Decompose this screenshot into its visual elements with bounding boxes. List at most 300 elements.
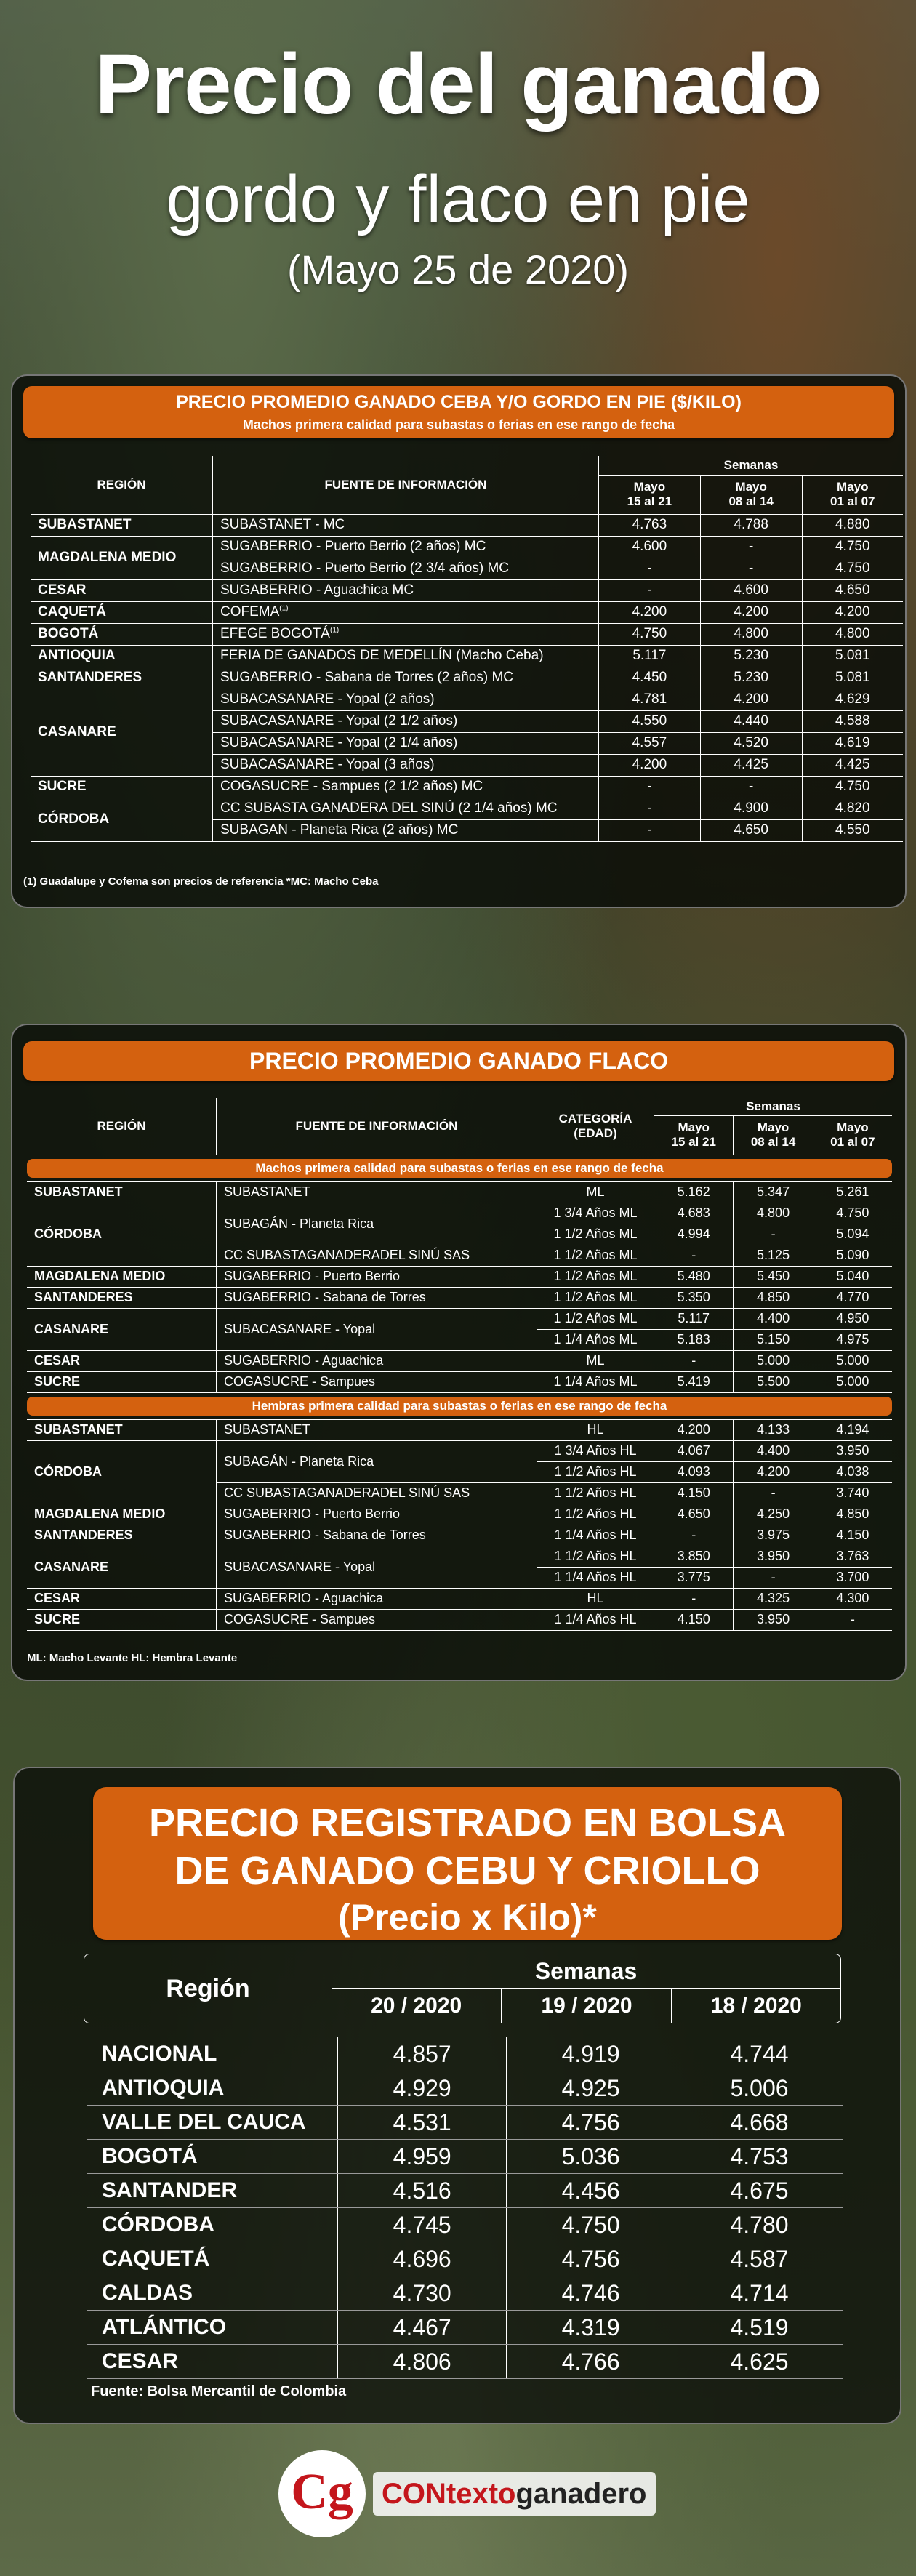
row-value: 4.200	[734, 1461, 813, 1482]
males-section-label-row	[27, 1155, 892, 1181]
row-value: 4.975	[813, 1329, 892, 1350]
row-value: 5.090	[813, 1245, 892, 1266]
source-text: SUBACASANARE - Yopal (2 1/4 años)	[220, 735, 458, 750]
row-value: 5.000	[734, 1350, 813, 1371]
ceba-title-bar	[23, 386, 894, 438]
row-value: -	[599, 776, 701, 798]
row-value: 4.675	[675, 2174, 843, 2208]
males-section-label: Machos primera calidad para subastas o ferias en ese rango de fecha	[27, 1159, 892, 1178]
row-source: COGASUCRE - Sampues	[217, 1609, 537, 1630]
week-header: 20 / 2020	[371, 1994, 462, 2018]
table-row	[31, 514, 903, 536]
row-source	[213, 689, 599, 710]
row-region: MAGDALENA MEDIO	[31, 536, 213, 579]
row-value: 3.740	[813, 1482, 892, 1504]
row-value: 4.194	[813, 1419, 892, 1440]
row-value: 5.230	[700, 645, 802, 667]
logo-mark: Cg	[278, 2450, 366, 2537]
row-value: 5.000	[813, 1350, 892, 1371]
row-source: SUGABERRIO - Puerto Berrio	[217, 1266, 537, 1287]
row-value: 4.150	[654, 1609, 734, 1630]
row-source: SUGABERRIO - Aguachica	[217, 1350, 537, 1371]
table-row	[87, 2071, 843, 2106]
table-row	[27, 1350, 892, 1371]
row-value: -	[599, 798, 701, 819]
row-category: 1 1/2 Años HL	[537, 1546, 654, 1567]
row-value: 4.900	[700, 798, 802, 819]
row-region: SUBASTANET	[27, 1419, 217, 1440]
row-region: SUCRE	[27, 1371, 217, 1392]
row-source: SUBACASANARE - Yopal	[217, 1308, 537, 1350]
row-category: ML	[537, 1350, 654, 1371]
row-value: 4.319	[507, 2311, 675, 2345]
brand-logo	[278, 2450, 656, 2537]
row-value: 4.800	[734, 1203, 813, 1224]
row-value: 3.950	[813, 1440, 892, 1461]
flaco-footnote: ML: Macho Levante HL: Hembra Levante	[27, 1652, 238, 1664]
row-region: CESAR	[31, 579, 213, 601]
row-value: 4.763	[599, 514, 701, 536]
source-text: SUBASTANET - MC	[220, 517, 345, 532]
row-category: 1 1/2 Años HL	[537, 1461, 654, 1482]
row-region: SUCRE	[27, 1609, 217, 1630]
table-row	[27, 1546, 892, 1567]
females-section-label-row	[27, 1392, 892, 1419]
source-text: COFEMA	[220, 604, 280, 619]
source-text: CC SUBASTA GANADERA DEL SINÚ (2 1/4 años) MC	[220, 801, 558, 816]
source-text: SUGABERRIO - Sabana de Torres (2 años) MC	[220, 670, 514, 685]
row-value: 4.756	[507, 2106, 675, 2140]
ceba-title: PRECIO PROMEDIO GANADO CEBA Y/O GORDO EN PIE ($/KILO)	[176, 392, 742, 412]
row-value: 3.850	[654, 1546, 734, 1567]
week-month: Mayo	[735, 480, 767, 494]
row-value: 5.183	[654, 1329, 734, 1350]
week-header	[654, 1115, 734, 1155]
row-source: SUBACASANARE - Yopal	[217, 1546, 537, 1588]
row-value: 4.850	[813, 1504, 892, 1525]
table-row	[27, 1371, 892, 1392]
row-region: MAGDALENA MEDIO	[27, 1266, 217, 1287]
row-value: 4.959	[338, 2140, 507, 2174]
col-source: FUENTE DE INFORMACIÓN	[217, 1098, 537, 1155]
row-value: 4.800	[802, 623, 903, 645]
row-value: 4.325	[734, 1588, 813, 1609]
row-region: SANTANDERES	[31, 667, 213, 689]
table-row	[31, 689, 903, 710]
row-value: 4.400	[734, 1440, 813, 1461]
row-value: 5.094	[813, 1224, 892, 1245]
row-region: BOGOTÁ	[87, 2140, 338, 2174]
row-value: 4.200	[599, 754, 701, 776]
row-value: 4.925	[507, 2071, 675, 2106]
row-value: 5.040	[813, 1266, 892, 1287]
col-region: REGIÓN	[31, 456, 213, 514]
row-region: VALLE DEL CAUCA	[87, 2106, 338, 2140]
row-value: -	[654, 1588, 734, 1609]
week-header	[599, 475, 701, 514]
row-value: 3.700	[813, 1567, 892, 1588]
brand-wordmark	[373, 2472, 656, 2516]
row-value: -	[599, 819, 701, 841]
row-category: 1 3/4 Años ML	[537, 1203, 654, 1224]
row-value: 4.750	[802, 536, 903, 558]
row-value: 4.857	[338, 2037, 507, 2071]
row-value: 4.425	[802, 754, 903, 776]
row-value: 4.093	[654, 1461, 734, 1482]
row-value: -	[700, 776, 802, 798]
row-value: 4.200	[802, 601, 903, 623]
row-value: 4.456	[507, 2174, 675, 2208]
row-value: 4.788	[700, 514, 802, 536]
bolsa-title-line2: DE GANADO CEBU Y CRIOLLO	[174, 1849, 760, 1893]
ceba-subtitle: Machos primera calidad para subastas o ferias en ese rango de fecha	[242, 417, 675, 432]
week-month: Mayo	[633, 480, 666, 494]
row-category: 1 1/2 Años ML	[537, 1266, 654, 1287]
row-region: CÓRDOBA	[27, 1203, 217, 1266]
row-source: SUGABERRIO - Sabana de Torres	[217, 1287, 537, 1308]
row-source: SUGABERRIO - Sabana de Torres	[217, 1525, 537, 1546]
row-source: SUGABERRIO - Puerto Berrio	[217, 1504, 537, 1525]
row-source: COGASUCRE - Sampues	[217, 1371, 537, 1392]
row-value: 3.975	[734, 1525, 813, 1546]
source-text: SUGABERRIO - Aguachica MC	[220, 582, 414, 598]
row-value: 4.753	[675, 2140, 843, 2174]
bolsa-panel	[13, 1767, 901, 2424]
row-value: 4.519	[675, 2311, 843, 2345]
row-region: SUBASTANET	[31, 514, 213, 536]
table-row	[27, 1203, 892, 1224]
row-value: 4.520	[700, 732, 802, 754]
source-text: SUBACASANARE - Yopal (3 años)	[220, 757, 435, 772]
table-row	[31, 798, 903, 819]
flaco-title: PRECIO PROMEDIO GANADO FLACO	[249, 1048, 668, 1074]
table-row	[31, 601, 903, 623]
row-value: 5.000	[813, 1371, 892, 1392]
table-row	[87, 2140, 843, 2174]
row-source	[213, 667, 599, 689]
row-value: 4.300	[813, 1588, 892, 1609]
row-value: 4.950	[813, 1308, 892, 1329]
source-text: SUBACASANARE - Yopal (2 1/2 años)	[220, 713, 458, 729]
row-region: ATLÁNTICO	[87, 2311, 338, 2345]
table-row	[87, 2037, 843, 2071]
row-value: 4.714	[675, 2276, 843, 2311]
row-region: CÓRDOBA	[31, 798, 213, 841]
table-row	[87, 2311, 843, 2345]
week-range: 01 al 07	[830, 494, 875, 508]
table-row	[27, 1266, 892, 1287]
row-region: SUBASTANET	[27, 1181, 217, 1203]
row-value: 5.117	[654, 1308, 734, 1329]
flaco-panel	[11, 1024, 907, 1681]
header	[0, 0, 916, 364]
row-value: 4.650	[700, 819, 802, 841]
row-value: 4.400	[734, 1308, 813, 1329]
row-category: 1 1/4 Años ML	[537, 1371, 654, 1392]
row-value: 5.150	[734, 1329, 813, 1350]
row-region: CASANARE	[27, 1308, 217, 1350]
row-value: 4.600	[599, 536, 701, 558]
row-value: -	[654, 1350, 734, 1371]
row-value: 4.150	[813, 1525, 892, 1546]
row-region: CESAR	[27, 1350, 217, 1371]
ceba-footnote: (1) Guadalupe y Cofema son precios de referencia *MC: Macho Ceba	[23, 875, 379, 888]
row-value: 5.162	[654, 1181, 734, 1203]
row-value: 4.038	[813, 1461, 892, 1482]
row-category: 1 1/4 Años HL	[537, 1567, 654, 1588]
row-value: 5.500	[734, 1371, 813, 1392]
ceba-table	[31, 456, 903, 842]
row-value: 4.750	[599, 623, 701, 645]
table-row	[27, 1609, 892, 1630]
table-row	[27, 1308, 892, 1329]
col-weeks: Semanas	[332, 1954, 840, 1989]
table-row	[87, 2276, 843, 2311]
row-source: SUBAGÁN - Planeta Rica	[217, 1440, 537, 1482]
row-value: 4.467	[338, 2311, 507, 2345]
source-text: SUGABERRIO - Puerto Berrio (2 años) MC	[220, 539, 486, 554]
row-category: HL	[537, 1588, 654, 1609]
row-value: 4.750	[507, 2208, 675, 2242]
row-value: 4.746	[507, 2276, 675, 2311]
row-value: 5.006	[675, 2071, 843, 2106]
row-category: 1 1/4 Años ML	[537, 1329, 654, 1350]
week-month: Mayo	[837, 480, 869, 494]
row-source	[213, 819, 599, 841]
row-value: 4.668	[675, 2106, 843, 2140]
row-region: SANTANDERES	[27, 1287, 217, 1308]
row-value: 5.261	[813, 1181, 892, 1203]
row-region: CÓRDOBA	[87, 2208, 338, 2242]
table-row	[31, 645, 903, 667]
ceba-panel	[11, 374, 907, 908]
row-value: 4.440	[700, 710, 802, 732]
col-source: FUENTE DE INFORMACIÓN	[213, 456, 599, 514]
row-value: 4.650	[802, 579, 903, 601]
table-row	[87, 2106, 843, 2140]
row-value: 4.250	[734, 1504, 813, 1525]
row-value: 4.200	[700, 601, 802, 623]
row-value: 4.696	[338, 2242, 507, 2276]
row-source	[213, 601, 599, 623]
row-source	[213, 558, 599, 579]
row-value: -	[654, 1245, 734, 1266]
row-source: SUGABERRIO - Aguachica	[217, 1588, 537, 1609]
row-value: 5.081	[802, 667, 903, 689]
week-month: Mayo	[678, 1120, 710, 1134]
row-value: 4.744	[675, 2037, 843, 2071]
row-region: ANTIOQUIA	[31, 645, 213, 667]
row-source	[213, 798, 599, 819]
row-value: 4.770	[813, 1287, 892, 1308]
table-row	[31, 536, 903, 558]
row-category: ML	[537, 1181, 654, 1203]
row-source: CC SUBASTAGANADERADEL SINÚ SAS	[217, 1482, 537, 1504]
table-row	[31, 623, 903, 645]
source-text: COGASUCRE - Sampues (2 1/2 años) MC	[220, 779, 483, 794]
row-value: 4.550	[599, 710, 701, 732]
row-region: CESAR	[27, 1588, 217, 1609]
week-range: 01 al 07	[830, 1135, 875, 1149]
flaco-table	[27, 1098, 892, 1631]
table-row	[27, 1181, 892, 1203]
week-range: 08 al 14	[728, 494, 774, 508]
row-value: 4.806	[338, 2345, 507, 2379]
row-source	[213, 514, 599, 536]
row-source	[213, 732, 599, 754]
row-region: SANTANDERES	[27, 1525, 217, 1546]
row-region: CALDAS	[87, 2276, 338, 2311]
table-row	[27, 1419, 892, 1440]
row-value: 4.588	[802, 710, 903, 732]
row-source: SUBASTANET	[217, 1181, 537, 1203]
table-row	[87, 2208, 843, 2242]
row-value: 4.516	[338, 2174, 507, 2208]
source-text: SUGABERRIO - Puerto Berrio (2 3/4 años) MC	[220, 561, 510, 576]
row-value: 4.781	[599, 689, 701, 710]
brand-part2: ganadero	[515, 2478, 647, 2510]
row-value: 5.350	[654, 1287, 734, 1308]
row-value: 5.081	[802, 645, 903, 667]
table-row	[27, 1504, 892, 1525]
row-source	[213, 645, 599, 667]
row-region: BOGOTÁ	[31, 623, 213, 645]
row-value: -	[700, 536, 802, 558]
row-value: 5.125	[734, 1245, 813, 1266]
row-value: 3.950	[734, 1609, 813, 1630]
row-value: 5.480	[654, 1266, 734, 1287]
row-value: 4.067	[654, 1440, 734, 1461]
females-section-label: Hembras primera calidad para subastas o ferias en ese rango de fecha	[27, 1397, 892, 1416]
col-weeks: Semanas	[654, 1098, 893, 1115]
source-text: EFEGE BOGOTÁ	[220, 626, 330, 641]
page-date: (Mayo 25 de 2020)	[286, 246, 630, 292]
source-text: SUBACASANARE - Yopal (2 años)	[220, 691, 435, 707]
row-value: 3.775	[654, 1567, 734, 1588]
row-value: 5.347	[734, 1181, 813, 1203]
row-value: 4.629	[802, 689, 903, 710]
table-row	[27, 1525, 892, 1546]
row-category: 1 1/4 Años HL	[537, 1609, 654, 1630]
row-category: 1 1/2 Años ML	[537, 1308, 654, 1329]
row-value: 4.200	[700, 689, 802, 710]
table-row	[31, 579, 903, 601]
row-category: 1 1/4 Años HL	[537, 1525, 654, 1546]
row-value: 4.683	[654, 1203, 734, 1224]
row-value: 4.929	[338, 2071, 507, 2106]
row-value: 4.550	[802, 819, 903, 841]
week-header	[700, 475, 802, 514]
row-value: 4.531	[338, 2106, 507, 2140]
row-region: CAQUETÁ	[87, 2242, 338, 2276]
row-region: CESAR	[87, 2345, 338, 2379]
row-value: 4.619	[802, 732, 903, 754]
row-value: 4.756	[507, 2242, 675, 2276]
row-value: 5.230	[700, 667, 802, 689]
bolsa-title-bar	[93, 1787, 842, 1940]
row-region: MAGDALENA MEDIO	[27, 1504, 217, 1525]
row-value: 4.587	[675, 2242, 843, 2276]
row-source: CC SUBASTAGANADERADEL SINÚ SAS	[217, 1245, 537, 1266]
row-category: 1 3/4 Años HL	[537, 1440, 654, 1461]
col-region: Región	[84, 1954, 332, 2023]
row-value: 4.425	[700, 754, 802, 776]
week-header	[802, 475, 903, 514]
row-value: -	[599, 579, 701, 601]
source-note: (1)	[329, 626, 340, 635]
row-value: 5.036	[507, 2140, 675, 2174]
row-category: 1 1/2 Años ML	[537, 1245, 654, 1266]
row-value: -	[654, 1525, 734, 1546]
source-text: FERIA DE GANADOS DE MEDELLÍN (Macho Ceba)	[220, 648, 544, 663]
row-value: 4.750	[802, 558, 903, 579]
row-value: 4.766	[507, 2345, 675, 2379]
week-range: 15 al 21	[671, 1135, 716, 1149]
source-note: (1)	[279, 604, 289, 613]
row-value: 4.800	[700, 623, 802, 645]
row-value: 5.450	[734, 1266, 813, 1287]
row-source	[213, 754, 599, 776]
row-value: 4.850	[734, 1287, 813, 1308]
row-source	[213, 623, 599, 645]
week-month: Mayo	[757, 1120, 790, 1134]
row-value: 4.919	[507, 2037, 675, 2071]
bolsa-header-box	[84, 1954, 841, 2023]
table-row	[27, 1287, 892, 1308]
row-value: -	[734, 1482, 813, 1504]
row-value: 4.994	[654, 1224, 734, 1245]
week-range: 08 al 14	[750, 1135, 796, 1149]
table-row	[87, 2345, 843, 2379]
table-row	[27, 1588, 892, 1609]
col-category: CATEGORÍA (EDAD)	[537, 1098, 654, 1155]
row-value: 4.745	[338, 2208, 507, 2242]
row-region: SANTANDER	[87, 2174, 338, 2208]
row-value: 4.730	[338, 2276, 507, 2311]
table-row	[31, 667, 903, 689]
row-source	[213, 536, 599, 558]
row-value: -	[700, 558, 802, 579]
row-value: -	[599, 558, 701, 579]
row-value: 3.950	[734, 1546, 813, 1567]
row-value: 4.750	[813, 1203, 892, 1224]
table-row	[87, 2174, 843, 2208]
row-value: 4.450	[599, 667, 701, 689]
row-region: SUCRE	[31, 776, 213, 798]
week-header	[813, 1115, 892, 1155]
row-value: -	[813, 1609, 892, 1630]
row-category: 1 1/2 Años ML	[537, 1224, 654, 1245]
table-row	[87, 2242, 843, 2276]
week-header: 19 / 2020	[501, 1989, 671, 2023]
row-value: 4.557	[599, 732, 701, 754]
row-value: 4.780	[675, 2208, 843, 2242]
col-region: REGIÓN	[27, 1098, 217, 1155]
table-row	[27, 1440, 892, 1461]
page-subtitle: gordo y flaco en pie	[166, 162, 750, 236]
row-value: 4.600	[700, 579, 802, 601]
row-value: 4.820	[802, 798, 903, 819]
row-region: CAQUETÁ	[31, 601, 213, 623]
row-source	[213, 710, 599, 732]
row-value: 5.117	[599, 645, 701, 667]
row-region: CASANARE	[31, 689, 213, 776]
row-value: 4.650	[654, 1504, 734, 1525]
row-source	[213, 579, 599, 601]
row-source: SUBASTANET	[217, 1419, 537, 1440]
bolsa-title-line1: PRECIO REGISTRADO EN BOLSA	[148, 1801, 787, 1845]
week-header: 18 / 2020	[671, 1989, 841, 2023]
